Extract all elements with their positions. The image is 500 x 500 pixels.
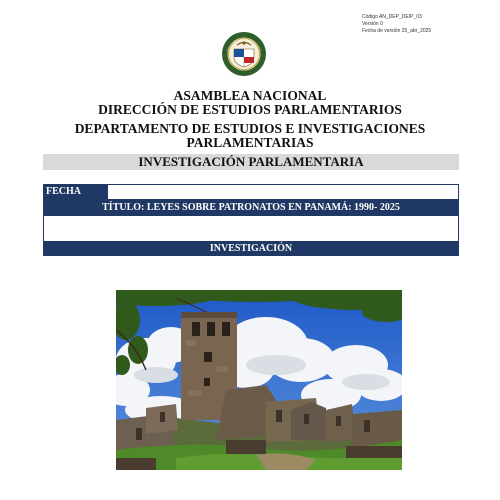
document-version: Versión 0 [362, 21, 383, 27]
document-code: Código AN_DEP_DEIP_03 [362, 14, 422, 20]
document-control-info [362, 14, 431, 35]
document-title-bar [43, 200, 459, 215]
version-date: Fecha de versión 25_abr_2025 [362, 28, 432, 34]
investigation-section-bar [43, 241, 459, 256]
blank-info-field[interactable] [43, 215, 459, 242]
asamblea-nacional-seal-logo [221, 31, 267, 77]
directorate-heading: DIRECCIÓN DE ESTUDIOS PARLAMENTARIOS [98, 102, 402, 117]
department-heading-line1: DEPARTAMENTO DE ESTUDIOS E INVESTIGACIONES [74, 121, 426, 136]
investigation-section-label: INVESTIGACIÓN [209, 243, 293, 254]
panama-viejo-ruins-photo [116, 290, 402, 470]
assembly-name-heading: ASAMBLEA NACIONAL [173, 88, 327, 103]
document-title: TÍTULO: LEYES SOBRE PATRONATOS EN PANAMÁ: 1990- 2025 [102, 202, 400, 213]
fecha-field[interactable] [107, 184, 459, 200]
document-info-form [43, 184, 459, 256]
research-type-banner: INVESTIGACIÓN PARLAMENTARIA [43, 154, 459, 170]
fecha-label: FECHA [43, 184, 107, 200]
department-heading-line2: PARLAMENTARIAS [186, 135, 314, 150]
